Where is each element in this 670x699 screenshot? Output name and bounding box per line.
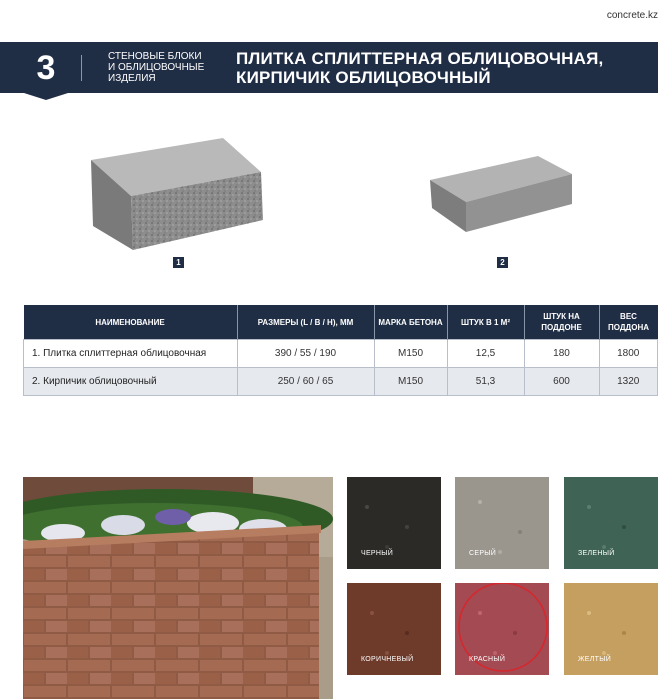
table-cell: 2. Кирпичик облицовочный — [24, 368, 238, 396]
swatch-label: КРАСНЫЙ — [469, 656, 506, 663]
header-cell: РАЗМЕРЫ (L / B / H), ММ — [237, 305, 374, 340]
swatch-brown[interactable] — [347, 583, 441, 675]
swatch-green[interactable] — [564, 477, 658, 569]
swatch-gray[interactable] — [455, 477, 549, 569]
product-badge-1: 1 — [173, 257, 184, 268]
page-title — [236, 49, 636, 87]
product-badge-2: 2 — [497, 257, 508, 268]
swatch-yellow[interactable] — [564, 583, 658, 675]
title-line: КИРПИЧИК ОБЛИЦОВОЧНЫЙ — [236, 68, 491, 87]
swatch-label: СЕРЫЙ — [469, 550, 497, 557]
table-row — [24, 368, 658, 396]
table-cell: 250 / 60 / 65 — [237, 368, 374, 396]
section-number: 3 — [36, 49, 56, 87]
header-cell: НАИМЕНОВАНИЕ — [24, 305, 238, 340]
facing-brick-image — [426, 150, 576, 240]
title-line: ПЛИТКА СПЛИТТЕРНАЯ ОБЛИЦОВОЧНАЯ, — [236, 49, 604, 68]
category-line: И ОБЛИЦОВОЧНЫЕ — [108, 62, 205, 73]
table-row — [24, 340, 658, 368]
table-cell: М150 — [374, 368, 447, 396]
section-category — [108, 51, 226, 84]
table-cell: 180 — [524, 340, 599, 368]
table-cell: 1800 — [599, 340, 658, 368]
table-header-row — [24, 305, 658, 340]
swatch-label: ЖЕЛТЫЙ — [578, 656, 612, 663]
table-cell: 1. Плитка сплиттерная облицовочная — [24, 340, 238, 368]
table-cell: 51,3 — [447, 368, 524, 396]
spec-table — [23, 305, 658, 396]
swatch-black[interactable] — [347, 477, 441, 569]
site-url[interactable]: concrete.kz — [606, 10, 658, 21]
header-cell: МАРКА БЕТОНА — [374, 305, 447, 340]
swatch-label: ЧЕРНЫЙ — [361, 550, 394, 557]
header-cell: ШТУК НА ПОДДОНЕ — [524, 305, 599, 340]
table-cell: 12,5 — [447, 340, 524, 368]
table-cell: 600 — [524, 368, 599, 396]
banner-divider — [81, 55, 82, 81]
table-cell: 1320 — [599, 368, 658, 396]
swatch-label: КОРИЧНЕВЫЙ — [361, 656, 414, 663]
swatch-red[interactable] — [455, 583, 549, 675]
header-cell: ШТУК В 1 М² — [447, 305, 524, 340]
installation-photo — [23, 477, 333, 699]
swatch-label: ЗЕЛЕНЫЙ — [578, 550, 615, 557]
table-cell: М150 — [374, 340, 447, 368]
table-cell: 390 / 55 / 190 — [237, 340, 374, 368]
header-cell: ВЕС ПОДДОНА — [599, 305, 658, 340]
category-line: ИЗДЕЛИЯ — [108, 73, 156, 84]
category-line: СТЕНОВЫЕ БЛОКИ — [108, 51, 202, 62]
split-tile-image — [85, 132, 265, 252]
